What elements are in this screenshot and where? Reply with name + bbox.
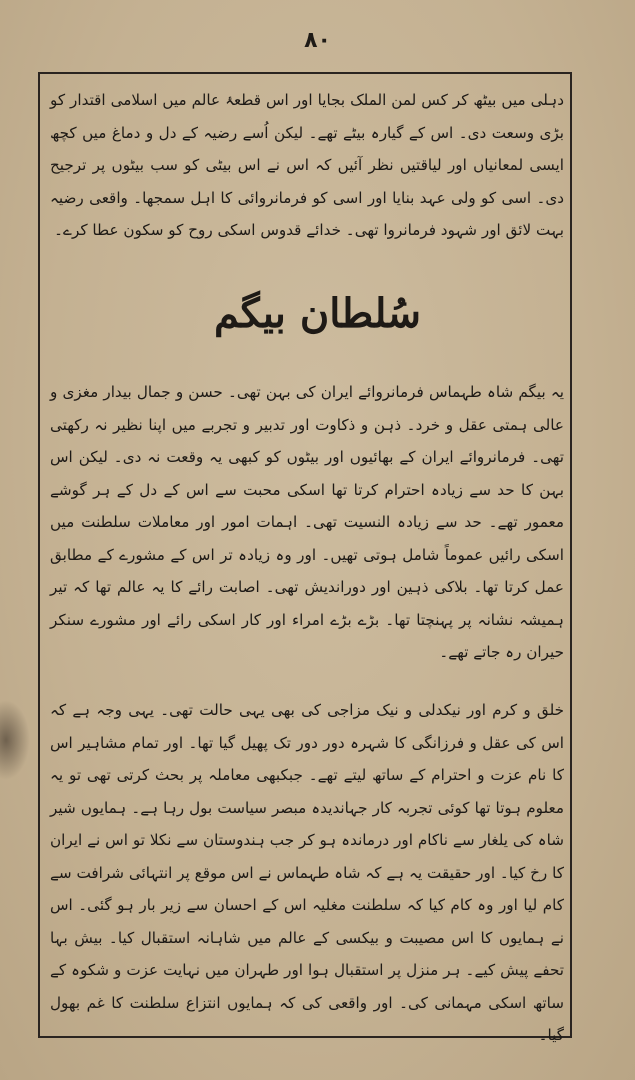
section-title: سُلطان بیگم (214, 290, 421, 337)
body-paragraph-2: خلق و کرم اور نیکدلی و نیک مزاجی کی بھی یہی حالت تھی۔ یہی وجہ ہے کہ اس کی عقل و فرزانگی کا شہرہ دور دور تک پھیل گیا تھا۔ اور تمام مشاہیر اس کا نام عزت و احترام کے ساتھ لیتے تھے۔ جبکبھی معاملہ پر بحث کرتی تھی تو یہ معلوم ہوتا تھا کوئی تجربہ کار جہاندیدہ مبصر سیاست بول رہا ہے۔ ہمایوں شیر شاہ کی یلغار سے ناکام اور درماندہ ہو کر جب ہندوستان سے نکلا تو اس نے ایران کا رخ کیا۔ اور حقیقت یہ ہے کہ شاہ طہماس نے اس موقع پر انتہائی شرافت سے کام لیا اور وہ کام کیا کہ سلطنت مغلیہ اس کے احسان سے زیر بار ہو گئی۔ اس نے ہمایوں کا اس مصیبت و بیکسی کے عالم میں شاہانہ استقبال کیا۔ بیش بہا تحفے پیش کیے۔ ہر منزل پر استقبال ہوا اور طہران میں نہایت عزت و شکوہ کے ساتھ اسکی مہمانی کی۔ اور واقعی کی کہ ہمایوں انتزاع سلطنت کا غم بھول گیا۔ (50, 701, 564, 1044)
intro-paragraph: دہلی میں بیٹھ کر کس لمن الملک بجایا اور اس قطعۂ عالم میں اسلامی اقتدار کو بڑی وسعت دی۔ اس کے گیارہ بیٹے تھے۔ لیکن اُسے رضیہ کے دل و دماغ میں کچھ ایسی لمعانیاں اور لیاقتیں نظر آئیں کہ اس نے اس بیٹی کو سب بیٹوں پر ترجیح دی۔ اسی کو ولی عہد بنایا اور اسی کو فرمانروائی کا اہل سمجھا۔ واقعی رضیہ بہت لائق اور شہود فرمانروا تھی۔ خدائے قدوس اسکی روح کو سکون عطا کرے۔ (50, 91, 564, 239)
page-number: ۸۰ (304, 28, 331, 53)
body-paragraph-1: یہ بیگم شاہ طہماس فرمانروائے ایران کی بہن تھی۔ حسن و جمال بیدار مغزی و عالی ہمتی عقل و خرد۔ ذہن و ذکاوت اور تدبیر و تجربے میں اپنا نظیر نہ رکھتی تھی۔ فرمانروائے ایران کے بھائیوں اور بیٹوں کو کبھی یہ وقعت نہ دی۔ لیکن اس بہن کا حد سے زیادہ احترام کرتا تھا اسکی محبت سے اس کے دل کے ہر گوشے معمور تھے۔ حد سے زیادہ النسیت تھی۔ اہمات امور اور معاملات سلطنت میں اسکی رائیں عموماً شامل ہوتی تھیں۔ اور وہ زیادہ تر اس کے مشورے کے مطابق عمل کرتا تھا۔ بلاکی ذہین اور دوراندیش تھی۔ اصابت رائے کا یہ عالم تھا کہ تیر ہمیشہ نشانہ پر پہنچتا تھا۔ بڑے بڑے امراء اور کار اسکی رائے اور مشورے سنکر حیران رہ جاتے تھے۔ (50, 383, 564, 661)
page-edge-stain (0, 700, 30, 780)
